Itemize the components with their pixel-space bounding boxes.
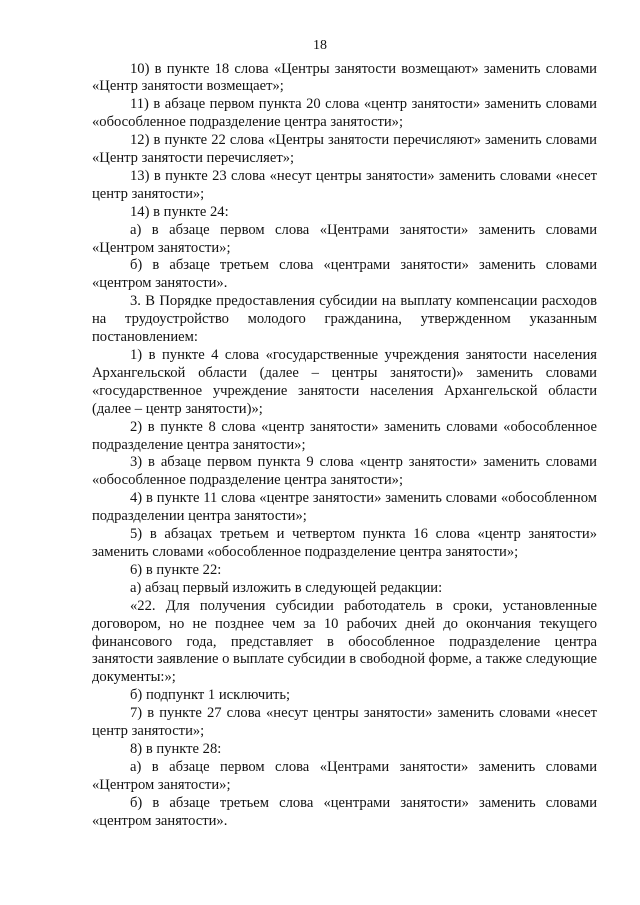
paragraph-text: Для получения субсидии работодатель в сроки, установленные договором, но не позднее чем за 10 рабочих дней до окончания текущего финансового года, представляет в обособленное подразделение центра занятости заявление о выплате субсидии в свободной форме, а также следующие документы:»; bbox=[92, 597, 597, 686]
paragraph-text: в пункте 27 слова «несут центры занятости» заменить словами «несет центр занятости»; bbox=[92, 705, 597, 740]
paragraph-number: 7) bbox=[130, 705, 143, 722]
paragraph-number: 8) bbox=[130, 740, 143, 757]
paragraph-text: в абзаце третьем слова «центрами занятости» заменить словами «центром занятости». bbox=[92, 794, 597, 829]
paragraph-number: 1) bbox=[130, 347, 143, 363]
paragraph-text: в абзаце первом пункта 20 слова «центр занятости» заменить словами «обособленное подразделение центра занятости»; bbox=[92, 96, 597, 131]
page-number: 18 bbox=[313, 38, 327, 53]
paragraph-number: «22. bbox=[130, 597, 156, 614]
paragraph-text: в пункте 18 слова «Центры занятости возмещают» заменить словами «Центр занятости возмещает»; bbox=[92, 60, 597, 95]
paragraph-number: 2) bbox=[130, 418, 143, 435]
paragraph-number: б) bbox=[130, 794, 143, 811]
paragraph-text: в пункте 24: bbox=[149, 203, 229, 220]
paragraph-text: В Порядке предоставления субсидии на выплату компенсации расходов на трудоустройство молодого гражданина, утвержденном указанным постановлением: bbox=[92, 293, 597, 346]
paragraph-number: а) bbox=[130, 579, 142, 596]
paragraph-number: 14) bbox=[130, 203, 150, 220]
paragraph-number: 3) bbox=[130, 454, 143, 471]
paragraph-12 bbox=[92, 132, 597, 168]
section-3-heading bbox=[92, 293, 597, 347]
paragraph-3-6-a bbox=[92, 580, 597, 598]
paragraph-text: подпункт 1 исключить; bbox=[142, 687, 291, 704]
document-body bbox=[92, 61, 597, 831]
paragraph-text: в пункте 11 слова «центре занятости» заменить словами «обособленном подразделении центра занятости»; bbox=[92, 490, 597, 525]
paragraph-number: 13) bbox=[130, 167, 150, 184]
paragraph-3-5 bbox=[92, 526, 597, 562]
paragraph-text: в пункте 28: bbox=[142, 740, 222, 757]
paragraph-text: в пункте 23 слова «несут центры занятости» заменить словами «несет центр занятости»; bbox=[92, 167, 597, 202]
paragraph-3-6 bbox=[92, 562, 597, 580]
paragraph-3-8 bbox=[92, 741, 597, 759]
paragraph-3-2 bbox=[92, 419, 597, 455]
paragraph-number: б) bbox=[130, 257, 143, 274]
paragraph-3-6-b bbox=[92, 687, 597, 705]
paragraph-text: в абзаце первом пункта 9 слова «центр занятости» заменить словами «обособленное подразделение центра занятости»; bbox=[92, 454, 597, 489]
paragraph-number: а) bbox=[130, 221, 142, 238]
paragraph-10 bbox=[92, 61, 597, 97]
quoted-paragraph-22 bbox=[92, 598, 597, 688]
paragraph-13 bbox=[92, 168, 597, 204]
paragraph-11 bbox=[92, 96, 597, 132]
paragraph-number: 4) bbox=[130, 490, 143, 507]
paragraph-14-b bbox=[92, 257, 597, 293]
paragraph-number: 5) bbox=[130, 526, 143, 543]
paragraph-text: в пункте 22: bbox=[142, 561, 222, 578]
paragraph-14 bbox=[92, 204, 597, 222]
paragraph-3-8-b bbox=[92, 795, 597, 831]
paragraph-number: 11) bbox=[130, 96, 149, 113]
paragraph-text: в абзаце первом слова «Центрами занятости» заменить словами «Центром занятости»; bbox=[92, 221, 597, 256]
paragraph-text: в абзацах третьем и четвертом пункта 16 слова «центр занятости» заменить словами «обособленное подразделение центра занятости»; bbox=[92, 526, 597, 560]
paragraph-14-a bbox=[92, 222, 597, 258]
paragraph-text: в абзаце первом слова «Центрами занятости» заменить словами «Центром занятости»; bbox=[92, 758, 597, 793]
paragraph-text: в пункте 4 слова «государственные учреждения занятости населения Архангельской области (далее – центры занятости)» заменить словами «государственное учреждение занятости населения Архангельской области (далее – центр занятости)»; bbox=[92, 347, 597, 417]
paragraph-number: а) bbox=[130, 758, 142, 775]
paragraph-number: 6) bbox=[130, 561, 143, 578]
paragraph-number: 10) bbox=[130, 60, 150, 77]
paragraph-3-3 bbox=[92, 454, 597, 490]
paragraph-text: в пункте 22 слова «Центры занятости перечисляют» заменить словами «Центр занятости перечисляет»; bbox=[92, 132, 597, 167]
paragraph-number: б) bbox=[130, 687, 143, 704]
paragraph-number: 12) bbox=[130, 132, 150, 149]
paragraph-3-7 bbox=[92, 705, 597, 741]
paragraph-3-4 bbox=[92, 490, 597, 526]
paragraph-text: в абзаце третьем слова «центрами занятости» заменить словами «центром занятости». bbox=[92, 257, 597, 292]
paragraph-3-1 bbox=[92, 347, 597, 419]
paragraph-text: в пункте 8 слова «центр занятости» заменить словами «обособленное подразделение центра занятости»; bbox=[92, 418, 597, 453]
paragraph-text: абзац первый изложить в следующей редакции: bbox=[141, 579, 443, 596]
section-number: 3. bbox=[130, 293, 141, 310]
paragraph-3-8-a bbox=[92, 759, 597, 795]
